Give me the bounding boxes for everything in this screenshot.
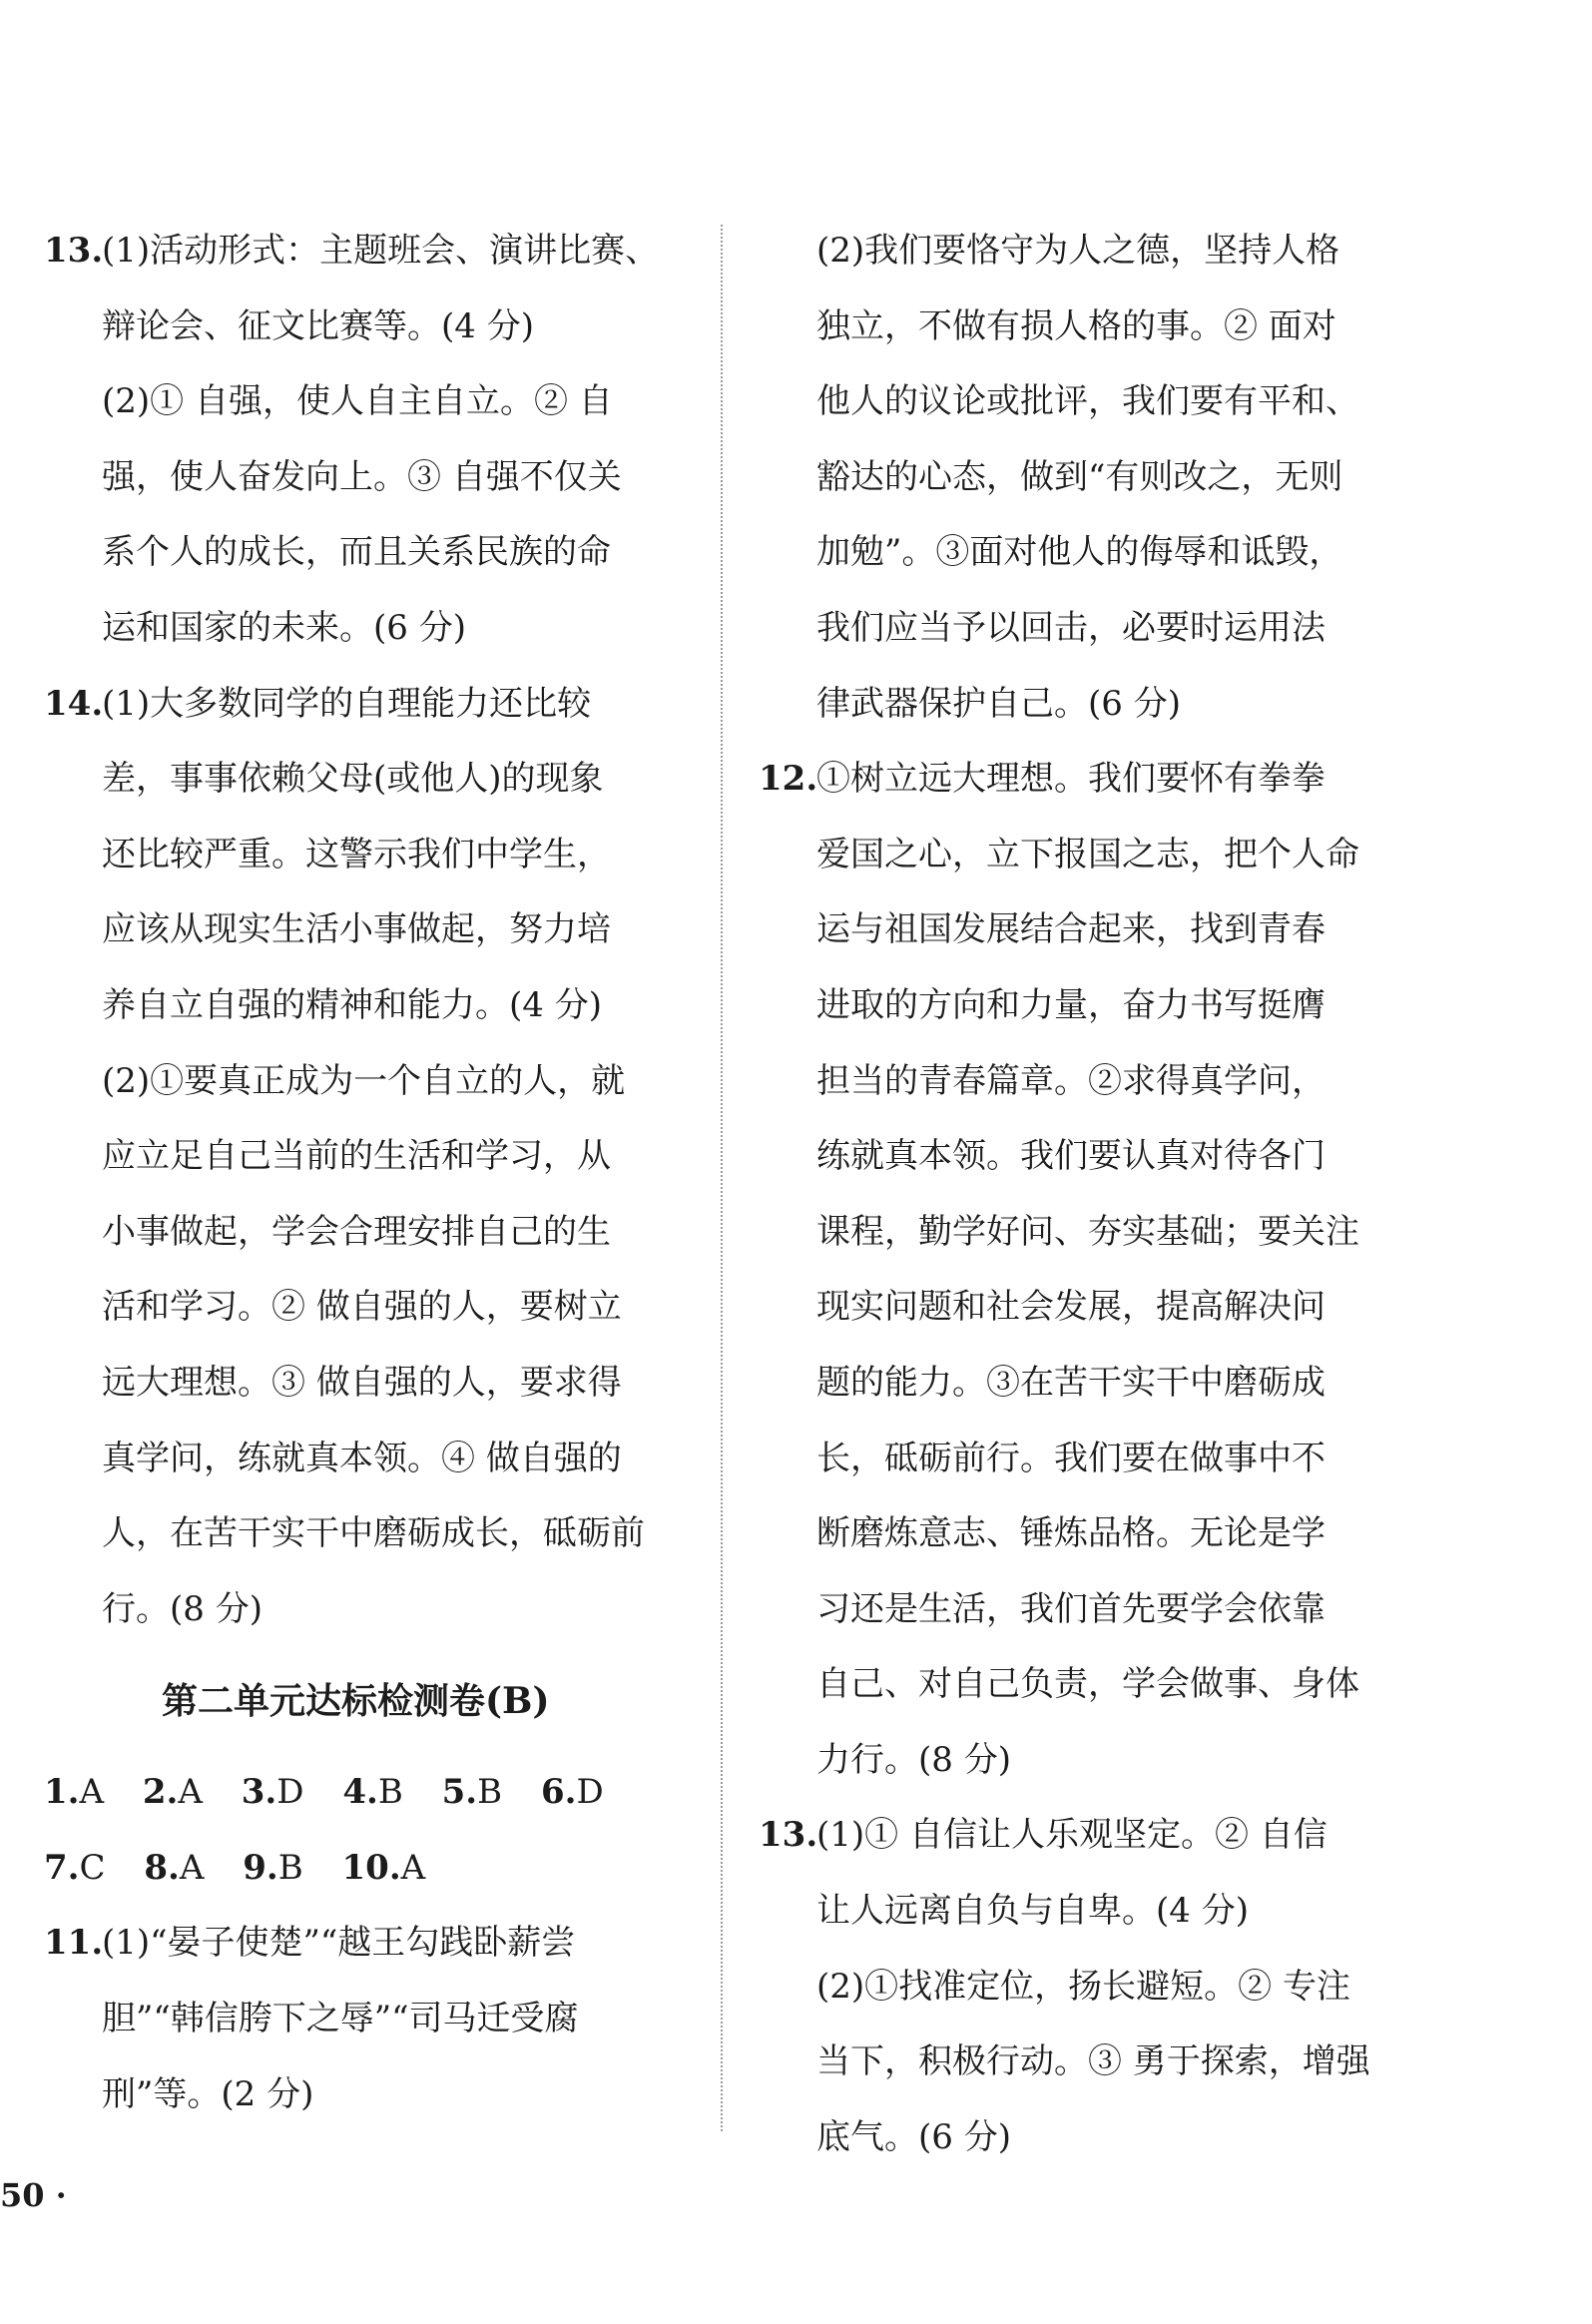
answer-line: 让人远离自负与自卑。(4 分) (816, 1891, 1249, 1932)
question-12 (759, 742, 1407, 1798)
choice-answer: 10.A (341, 1847, 426, 1888)
column-divider (721, 225, 723, 2131)
choice-answer: 1.A (44, 1772, 105, 1813)
answer-line: 力行。(8 分) (816, 1739, 1011, 1780)
answer-line: 养自立自强的精神和能力。(4 分) (102, 984, 602, 1025)
left-column (44, 214, 693, 2132)
answer-line: (2)我们要恪守为人之德，坚持人格 (816, 231, 1340, 271)
answer-line: 律武器保护自己。(6 分) (816, 683, 1181, 724)
answer-line: (2)①要真正成为一个自立的人，就 (102, 1060, 626, 1101)
answer-line: 豁达的心态，做到“有则改之，无则 (816, 456, 1343, 497)
answer-line: 运和国家的未来。(6 分) (102, 607, 466, 648)
answer-line: 他人的议论或批评，我们要有平和、 (816, 381, 1359, 422)
answer-line: 强，使人奋发向上。③ 自强不仅关 (102, 456, 622, 497)
choice-answer: 4.B (342, 1772, 403, 1813)
answer-line: 当下，积极行动。③ 勇于探索，增强 (816, 2041, 1370, 2082)
answer-line: 题的能力。③在苦干实干中磨砺成 (816, 1362, 1326, 1403)
answer-line: 课程，勤学好问、夯实基础；要关注 (816, 1211, 1359, 1252)
question-13-right (759, 1798, 1407, 2175)
answer-line: 远大理想。③ 做自强的人，要求得 (102, 1362, 622, 1403)
answer-line: 应该从现实生活小事做起，努力培 (102, 909, 611, 950)
choice-answer: 2.A (142, 1772, 203, 1813)
answer-line: (2)① 自强，使人自主自立。② 自 (102, 381, 613, 422)
answer-line: 小事做起，学会合理安排自己的生 (102, 1211, 611, 1252)
answer-line: 练就真本领。我们要认真对待各门 (816, 1136, 1326, 1177)
choice-answer: 6.D (540, 1772, 604, 1813)
answer-line: 应立足自己当前的生活和学习，从 (102, 1136, 611, 1177)
answer-line: 进取的方向和力量，奋力书写挺膺 (816, 984, 1326, 1025)
question-13-left (44, 214, 693, 667)
question-11 (44, 1906, 693, 2132)
question-11-continued (759, 214, 1407, 742)
answer-line: 还比较严重。这警示我们中学生， (102, 834, 611, 874)
answer-line: 爱国之心，立下报国之志，把个人命 (816, 834, 1359, 874)
choice-answer: 7.C (44, 1847, 106, 1888)
answer-line: 运与祖国发展结合起来，找到青春 (816, 909, 1326, 950)
choice-answer: 9.B (243, 1847, 303, 1888)
question-number: 14. (44, 683, 104, 724)
choice-answer: 3.D (241, 1772, 304, 1813)
answer-line: 行。(8 分) (102, 1588, 263, 1629)
answer-line: 习还是生活，我们首先要学会依靠 (816, 1588, 1326, 1629)
section-title: 第二单元达标检测卷(B) (162, 1680, 550, 1723)
answer-line: (1)“晏子使楚”“越王勾践卧薪尝 (102, 1923, 576, 1964)
answer-line: 底气。(6 分) (816, 2116, 1011, 2157)
answer-line: 现实问题和社会发展，提高解决问 (816, 1287, 1326, 1328)
question-14 (44, 667, 693, 1648)
answer-line: 辩论会、征文比赛等。(4 分) (102, 305, 534, 346)
question-number: 11. (44, 1923, 104, 1964)
answer-line: 系个人的成长，而且关系民族的命 (102, 532, 611, 573)
answer-line: 断磨炼意志、锤炼品格。无论是学 (816, 1513, 1326, 1554)
page-number: 50 · (0, 2176, 67, 2214)
choice-answers-row-2 (44, 1831, 693, 1907)
right-column (759, 214, 1407, 2175)
question-number: 13. (759, 1815, 818, 1856)
answer-line: (2)①找准定位，扬长避短。② 专注 (816, 1966, 1350, 2007)
answer-line: (1)大多数同学的自理能力还比较 (102, 683, 592, 724)
question-number: 13. (44, 231, 104, 271)
answer-line: (1)① 自信让人乐观坚定。② 自信 (816, 1815, 1327, 1856)
answer-line: 加勉”。③面对他人的侮辱和诋毁， (816, 532, 1343, 573)
choice-answers-row-1 (44, 1755, 693, 1831)
answer-line: 独立，不做有损人格的事。② 面对 (816, 305, 1336, 346)
answer-line: 真学问，练就真本领。④ 做自强的 (102, 1438, 622, 1478)
answer-line: 胆”“韩信胯下之辱”“司马迁受腐 (102, 1999, 579, 2039)
answer-line: 担当的青春篇章。②求得真学问， (816, 1060, 1326, 1101)
answer-line: 人，在苦干实干中磨砺成长，砥砺前 (102, 1513, 645, 1554)
answer-line: 长，砥砺前行。我们要在做事中不 (816, 1438, 1326, 1478)
choice-answer: 8.A (144, 1847, 205, 1888)
answer-line: 活和学习。② 做自强的人，要树立 (102, 1287, 622, 1328)
answer-line: 我们应当予以回击，必要时运用法 (816, 607, 1326, 648)
answer-line: 自己、对自己负责，学会做事、身体 (816, 1664, 1359, 1705)
answer-line: 差，事事依赖父母(或他人)的现象 (102, 759, 604, 800)
answer-line: (1)活动形式：主题班会、演讲比赛、 (102, 231, 660, 271)
choice-answer: 5.B (441, 1772, 503, 1813)
question-number: 12. (759, 759, 818, 800)
answer-line: ①树立远大理想。我们要怀有拳拳 (816, 759, 1326, 800)
answer-line: 刑”等。(2 分) (102, 2073, 314, 2114)
